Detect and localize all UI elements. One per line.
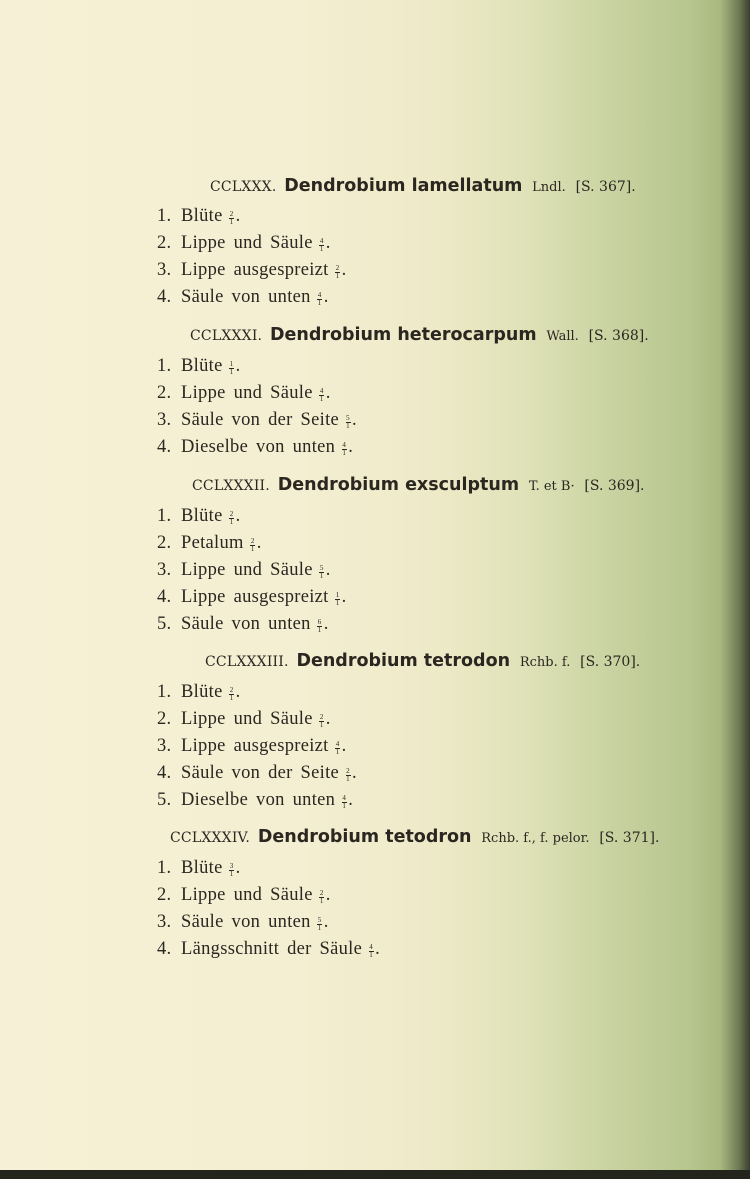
figure-caption: Säule von unten bbox=[181, 912, 311, 932]
figure-item: 1. Blüte $\frac{2}{1}$ . bbox=[157, 206, 241, 226]
figure-item: 4. Lippe ausgespreizt $\frac{1}{1}$ . bbox=[157, 587, 347, 607]
species-author: T. et B· bbox=[528, 479, 575, 494]
magnification-fraction: $\frac{6}{1}$ bbox=[317, 618, 322, 634]
magnification-fraction: $\frac{2}{1}$ bbox=[229, 210, 234, 226]
figure-number: 3. bbox=[157, 560, 172, 580]
magnification-fraction: $\frac{2}{1}$ bbox=[229, 686, 234, 702]
figure-number: 1. bbox=[157, 206, 172, 226]
species-name: Dendrobium exsculptum bbox=[277, 475, 520, 495]
magnification-fraction: $\frac{4}{1}$ bbox=[335, 740, 340, 756]
plate-number: CCLXXXIV. bbox=[170, 830, 251, 846]
page-reference: [S. 371]. bbox=[599, 830, 660, 846]
magnification-fraction: $\frac{5}{1}$ bbox=[319, 564, 324, 580]
figure-item: 5. Dieselbe von unten $\frac{4}{1}$ . bbox=[157, 790, 354, 810]
figure-caption: Dieselbe von unten bbox=[181, 790, 336, 810]
figure-number: 4. bbox=[157, 437, 172, 457]
figure-item: 1. Blüte $\frac{2}{1}$ . bbox=[157, 682, 241, 702]
plate-number: CCLXXXII. bbox=[192, 478, 270, 494]
figure-number: 2. bbox=[157, 233, 172, 253]
figure-caption: Säule von unten bbox=[181, 614, 311, 634]
magnification-fraction: $\frac{2}{1}$ bbox=[319, 713, 324, 729]
figure-number: 4. bbox=[157, 587, 172, 607]
figure-number: 4. bbox=[157, 287, 172, 307]
figure-item: 3. Säule von unten $\frac{5}{1}$ . bbox=[157, 912, 329, 932]
species-author: Wall. bbox=[546, 329, 579, 344]
magnification-fraction: $\frac{1}{1}$ bbox=[229, 360, 234, 376]
figure-item: 2. Petalum $\frac{2}{1}$ . bbox=[157, 533, 262, 553]
figure-number: 1. bbox=[157, 356, 172, 376]
page-reference: [S. 367]. bbox=[575, 179, 636, 195]
page-bottom-edge bbox=[0, 1170, 750, 1179]
figure-number: 1. bbox=[157, 506, 172, 526]
magnification-fraction: $\frac{2}{1}$ bbox=[335, 264, 340, 280]
figure-caption: Dieselbe von unten bbox=[181, 437, 336, 457]
magnification-fraction: $\frac{5}{1}$ bbox=[317, 916, 322, 932]
plate-number: CCLXXXIII. bbox=[205, 654, 289, 670]
figure-number: 2. bbox=[157, 885, 172, 905]
page-reference: [S. 368]. bbox=[588, 328, 649, 344]
species-author: Rchb. f. bbox=[519, 655, 571, 670]
figure-caption: Blüte bbox=[181, 356, 223, 376]
figure-item: 5. Säule von unten $\frac{6}{1}$ . bbox=[157, 614, 329, 634]
figure-caption: Lippe ausgespreizt bbox=[181, 587, 329, 607]
plate-number: CCLXXX. bbox=[210, 179, 277, 195]
figure-number: 2. bbox=[157, 533, 172, 553]
species-author: Rchb. f., f. pelor. bbox=[481, 831, 590, 846]
magnification-fraction: $\frac{4}{1}$ bbox=[342, 441, 347, 457]
species-name: Dendrobium lamellatum bbox=[284, 176, 523, 196]
magnification-fraction: $\frac{4}{1}$ bbox=[369, 943, 374, 959]
figure-caption: Blüte bbox=[181, 682, 223, 702]
figure-caption: Blüte bbox=[181, 206, 223, 226]
plate-heading bbox=[170, 827, 659, 849]
magnification-fraction: $\frac{2}{1}$ bbox=[229, 510, 234, 526]
species-author: Lndl. bbox=[532, 180, 566, 195]
figure-item: 3. Säule von der Seite $\frac{5}{1}$ . bbox=[157, 410, 357, 430]
figure-number: 4. bbox=[157, 763, 172, 783]
figure-caption: Säule von der Seite bbox=[181, 410, 340, 430]
figure-caption: Lippe und Säule bbox=[181, 885, 313, 905]
figure-item: 3. Lippe ausgespreizt $\frac{4}{1}$ . bbox=[157, 736, 347, 756]
figure-number: 3. bbox=[157, 736, 172, 756]
figure-item: 4. Säule von unten $\frac{4}{1}$ . bbox=[157, 287, 329, 307]
magnification-fraction: $\frac{2}{1}$ bbox=[319, 889, 324, 905]
figure-item: 1. Blüte $\frac{3}{1}$ . bbox=[157, 858, 241, 878]
plate-heading bbox=[210, 176, 636, 198]
figure-number: 2. bbox=[157, 709, 172, 729]
species-name: Dendrobium heterocarpum bbox=[269, 325, 537, 345]
plate-heading bbox=[192, 475, 644, 497]
magnification-fraction: $\frac{5}{1}$ bbox=[346, 414, 350, 430]
magnification-fraction: $\frac{2}{1}$ bbox=[250, 537, 255, 553]
figure-number: 3. bbox=[157, 410, 172, 430]
species-name: Dendrobium tetodron bbox=[257, 827, 472, 847]
figure-number: 3. bbox=[157, 260, 172, 280]
plate-heading bbox=[190, 325, 649, 347]
figure-number: 3. bbox=[157, 912, 172, 932]
figure-item: 1. Blüte $\frac{2}{1}$ . bbox=[157, 506, 241, 526]
figure-number: 5. bbox=[157, 790, 172, 810]
figure-item: 2. Lippe und Säule $\frac{4}{1}$ . bbox=[157, 233, 331, 253]
figure-item: 4. Längsschnitt der Säule $\frac{4}{1}$ . bbox=[157, 939, 381, 959]
figure-item: 4. Säule von der Seite $\frac{2}{1}$ . bbox=[157, 763, 357, 783]
magnification-fraction: $\frac{1}{1}$ bbox=[335, 591, 340, 607]
figure-caption: Blüte bbox=[181, 506, 223, 526]
magnification-fraction: $\frac{4}{1}$ bbox=[319, 237, 324, 253]
figure-number: 2. bbox=[157, 383, 172, 403]
figure-caption: Lippe ausgespreizt bbox=[181, 260, 329, 280]
figure-caption: Lippe und Säule bbox=[181, 233, 313, 253]
page-reference: [S. 370]. bbox=[580, 654, 641, 670]
species-name: Dendrobium tetrodon bbox=[296, 651, 511, 671]
magnification-fraction: $\frac{2}{1}$ bbox=[346, 767, 350, 783]
magnification-fraction: $\frac{4}{1}$ bbox=[319, 387, 324, 403]
figure-caption: Lippe und Säule bbox=[181, 709, 313, 729]
figure-item: 2. Lippe und Säule $\frac{2}{1}$ . bbox=[157, 885, 331, 905]
plate-heading bbox=[205, 651, 640, 673]
figure-caption: Blüte bbox=[181, 858, 223, 878]
figure-number: 1. bbox=[157, 682, 172, 702]
figure-item: 4. Dieselbe von unten $\frac{4}{1}$ . bbox=[157, 437, 354, 457]
figure-item: 2. Lippe und Säule $\frac{4}{1}$ . bbox=[157, 383, 331, 403]
page-reference: [S. 369]. bbox=[584, 478, 645, 494]
figure-caption: Säule von unten bbox=[181, 287, 311, 307]
figure-caption: Lippe und Säule bbox=[181, 383, 313, 403]
magnification-fraction: $\frac{4}{1}$ bbox=[342, 794, 347, 810]
figure-number: 1. bbox=[157, 858, 172, 878]
figure-caption: Längsschnitt der Säule bbox=[181, 939, 363, 959]
magnification-fraction: $\frac{4}{1}$ bbox=[317, 291, 322, 307]
figure-number: 4. bbox=[157, 939, 172, 959]
figure-item: 2. Lippe und Säule $\frac{2}{1}$ . bbox=[157, 709, 331, 729]
figure-caption: Lippe und Säule bbox=[181, 560, 313, 580]
figure-caption: Lippe ausgespreizt bbox=[181, 736, 329, 756]
figure-item: 1. Blüte $\frac{1}{1}$ . bbox=[157, 356, 241, 376]
figure-caption: Säule von der Seite bbox=[181, 763, 340, 783]
plate-number: CCLXXXI. bbox=[190, 328, 263, 344]
figure-item: 3. Lippe und Säule $\frac{5}{1}$ . bbox=[157, 560, 331, 580]
magnification-fraction: $\frac{3}{1}$ bbox=[229, 862, 234, 878]
figure-item: 3. Lippe ausgespreizt $\frac{2}{1}$ . bbox=[157, 260, 347, 280]
figure-number: 5. bbox=[157, 614, 172, 634]
figure-caption: Petalum bbox=[181, 533, 244, 553]
